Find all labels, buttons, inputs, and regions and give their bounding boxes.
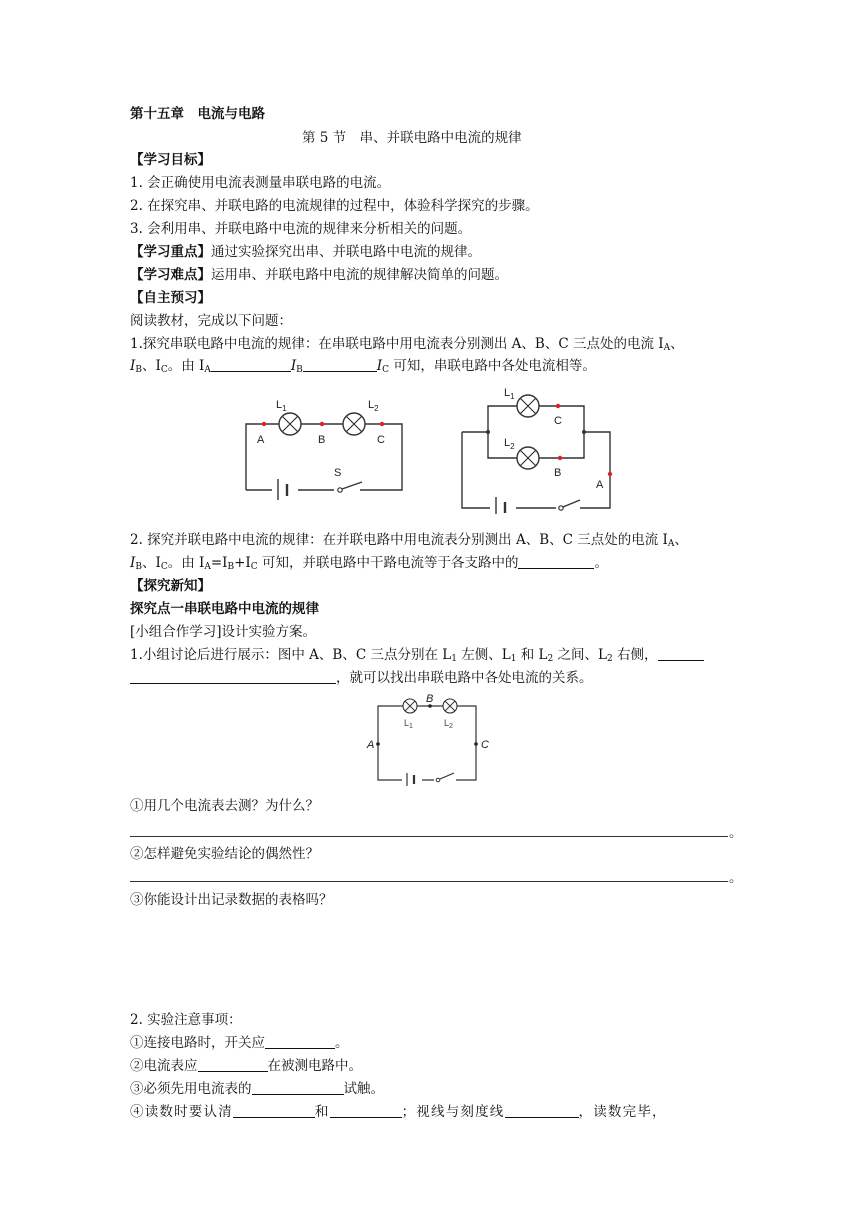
answer-blank-3[interactable]	[518, 554, 594, 569]
explore-q1-line1	[130, 645, 704, 667]
label-c: C	[377, 434, 385, 446]
note-4-a: ④读数时要认清	[130, 1104, 233, 1120]
parallel-circuit-diagram	[456, 384, 618, 514]
eq1-d: 之间、L	[553, 647, 608, 663]
q2-sub: A	[667, 539, 675, 549]
q2-ib-sub: B	[135, 562, 142, 572]
notes-heading: 2. 实验注意事项：	[130, 1012, 242, 1028]
preview-q2-line2	[130, 553, 608, 575]
point-a-dot	[608, 472, 612, 476]
label-l2: $L_2$	[444, 718, 453, 730]
q2-ic: 、I	[141, 555, 161, 571]
q2-ib2: =I	[210, 555, 228, 571]
series-circuit-diagram-2	[364, 694, 498, 786]
point-c-dot	[380, 422, 384, 426]
note-2-b: 在被测电路中。	[267, 1058, 362, 1074]
note-2-a: ②电流表应	[130, 1058, 198, 1074]
difficulty-text: 运用串、并联电路中电流的规律解决简单的问题。	[211, 267, 508, 283]
goal-item-3: 3. 会利用串、并联电路中电流的规律来分析相关的问题。	[130, 221, 472, 237]
note-3	[130, 1079, 384, 1101]
q2-ic-sub: C	[160, 562, 168, 572]
answer-line-2[interactable]	[130, 881, 728, 882]
point-b-dot	[558, 456, 562, 460]
preview-q2-line1	[130, 530, 688, 552]
q2-text: 2. 探究并联电路中电流的规律：在并联电路中用电流表分别测出 A、B、C 三点处的电流 I	[130, 532, 668, 548]
q1-ia-sub: A	[204, 365, 211, 375]
q1-sub: A	[663, 343, 671, 353]
eq1-line2-end: ，就可以找出串联电路中各处电流的关系。	[336, 670, 593, 686]
label-a: A	[257, 434, 265, 446]
explore-point1: 探究点一串联电路中电流的规律	[130, 601, 319, 617]
label-c: C	[481, 739, 489, 751]
preview-q1-line2	[130, 356, 596, 378]
answer-blank-4[interactable]	[658, 646, 704, 661]
answer-blank-1[interactable]	[211, 357, 291, 372]
note-3-b: 试触。	[343, 1081, 384, 1097]
note-1-a: ①连接电路时，开关应	[130, 1035, 265, 1051]
answer-blank-7[interactable]	[198, 1057, 268, 1072]
q2-ic2-sub: C	[250, 562, 258, 572]
point-c-dot	[556, 404, 560, 408]
q2-ib2-sub: B	[227, 562, 235, 572]
section-title: 第 5 节 串、并联电路中电流的规律	[302, 130, 522, 146]
q2-ia: 。由 I	[167, 555, 205, 571]
preview-intro: 阅读教材，完成以下问题：	[130, 313, 292, 329]
answer-blank-5[interactable]	[130, 669, 336, 684]
label-l1: $L_1$	[404, 718, 413, 730]
label-c: C	[554, 415, 562, 427]
q1-ia: 。由 I	[167, 358, 205, 374]
note-4-b: 和	[314, 1104, 330, 1120]
label-a: A	[596, 479, 604, 491]
sub-question-1: ①用几个电流表去测？为什么？	[130, 798, 319, 814]
eq1-b: 左侧、L	[456, 647, 511, 663]
q1-ic2-sub: C	[382, 365, 390, 375]
eq1-a: 1.小组讨论后进行展示：图中 A、B、C 三点分别在 L	[130, 647, 452, 663]
key-point-text: 通过实验探究出串、并联电路中电流的规律。	[211, 244, 481, 260]
q1-ic2: I	[376, 358, 383, 374]
note-3-a: ③必须先用电流表的	[130, 1081, 252, 1097]
label-b: B	[554, 467, 562, 479]
q2-end: 、	[674, 532, 688, 548]
preview-heading: 【自主预习】	[130, 290, 211, 306]
eq1-b-sub: 1	[510, 654, 517, 664]
label-b: B	[318, 434, 326, 446]
explore-q1-line2	[130, 668, 593, 690]
answer-blank-6[interactable]	[265, 1034, 335, 1049]
eq1-c: 和 L	[516, 647, 548, 663]
series-circuit-diagram-1	[242, 394, 414, 500]
point-a-dot	[262, 422, 266, 426]
sub-question-3: ③你能设计出记录数据的表格吗？	[130, 892, 333, 908]
preview-q1-line1	[130, 334, 684, 356]
goals-heading: 【学习目标】	[130, 152, 211, 168]
explore-heading: 【探究新知】	[130, 578, 211, 594]
note-2	[130, 1056, 362, 1078]
label-s: S	[334, 467, 342, 479]
answer-line-1-period: 。	[729, 825, 743, 841]
label-l2: $L_2$	[368, 399, 379, 413]
answer-blank-9[interactable]	[233, 1103, 315, 1118]
label-l1: $L_1$	[276, 399, 287, 413]
q1-ib-sub: B	[135, 365, 142, 375]
answer-blank-10[interactable]	[330, 1103, 402, 1118]
goal-item-2: 2. 在探究串、并联电路的电流规律的过程中，体验科学探究的步骤。	[130, 198, 539, 214]
explore-group: [小组合作学习]设计实验方案。	[130, 624, 317, 640]
eq1-e: 右侧，	[612, 647, 658, 663]
q1-ib2-sub: B	[296, 365, 303, 375]
q2-tail: 可知，并联电路中干路电流等于各支路中的	[257, 555, 519, 571]
note-4-d: ，读数完毕，	[578, 1104, 667, 1120]
label-l1: $L_1$	[504, 387, 515, 401]
answer-line-2-period: 。	[729, 870, 743, 886]
q1-end: 、	[670, 336, 684, 352]
difficulty	[130, 265, 508, 287]
q1-ib: I	[130, 358, 136, 374]
label-b: B	[426, 694, 434, 705]
q1-text: 1.探究串联电路中电流的规律：在串联电路中用电流表分别测出 A、B、C 三点处的电流 I	[130, 336, 664, 352]
answer-blank-11[interactable]	[505, 1103, 579, 1118]
label-a: A	[367, 739, 375, 751]
note-1	[130, 1033, 349, 1055]
note-4	[130, 1102, 667, 1124]
q2-ic2: +I	[234, 555, 251, 571]
key-point-label: 【学习重点】	[130, 244, 211, 260]
answer-blank-2[interactable]	[303, 357, 377, 372]
q2-period: 。	[594, 555, 608, 571]
q2-ia-sub: A	[204, 562, 211, 572]
q1-ic: 、I	[141, 358, 161, 374]
key-point	[130, 242, 481, 264]
q2-ib: I	[130, 555, 136, 571]
label-l2: $L_2$	[504, 437, 515, 451]
sub-question-2: ②怎样避免实验结论的偶然性？	[130, 846, 319, 862]
goal-item-1: 1. 会正确使用电流表测量串联电路的电流。	[130, 175, 391, 191]
eq1-a-sub: 1	[451, 654, 457, 664]
eq1-d-sub: 2	[607, 654, 613, 664]
q1-tail: 可知，串联电路中各处电流相等。	[389, 358, 596, 374]
q1-ic-sub: C	[160, 365, 168, 375]
q1-ib2: I	[290, 358, 297, 374]
answer-blank-8[interactable]	[252, 1080, 344, 1095]
point-b-dot	[320, 422, 324, 426]
note-4-c: ；视线与刻度线	[401, 1104, 505, 1120]
difficulty-label: 【学习难点】	[130, 267, 211, 283]
eq1-c-sub: 2	[547, 654, 554, 664]
note-1-b: 。	[335, 1035, 349, 1051]
chapter-title: 第十五章 电流与电路	[130, 106, 265, 122]
answer-line-1[interactable]	[130, 836, 728, 837]
